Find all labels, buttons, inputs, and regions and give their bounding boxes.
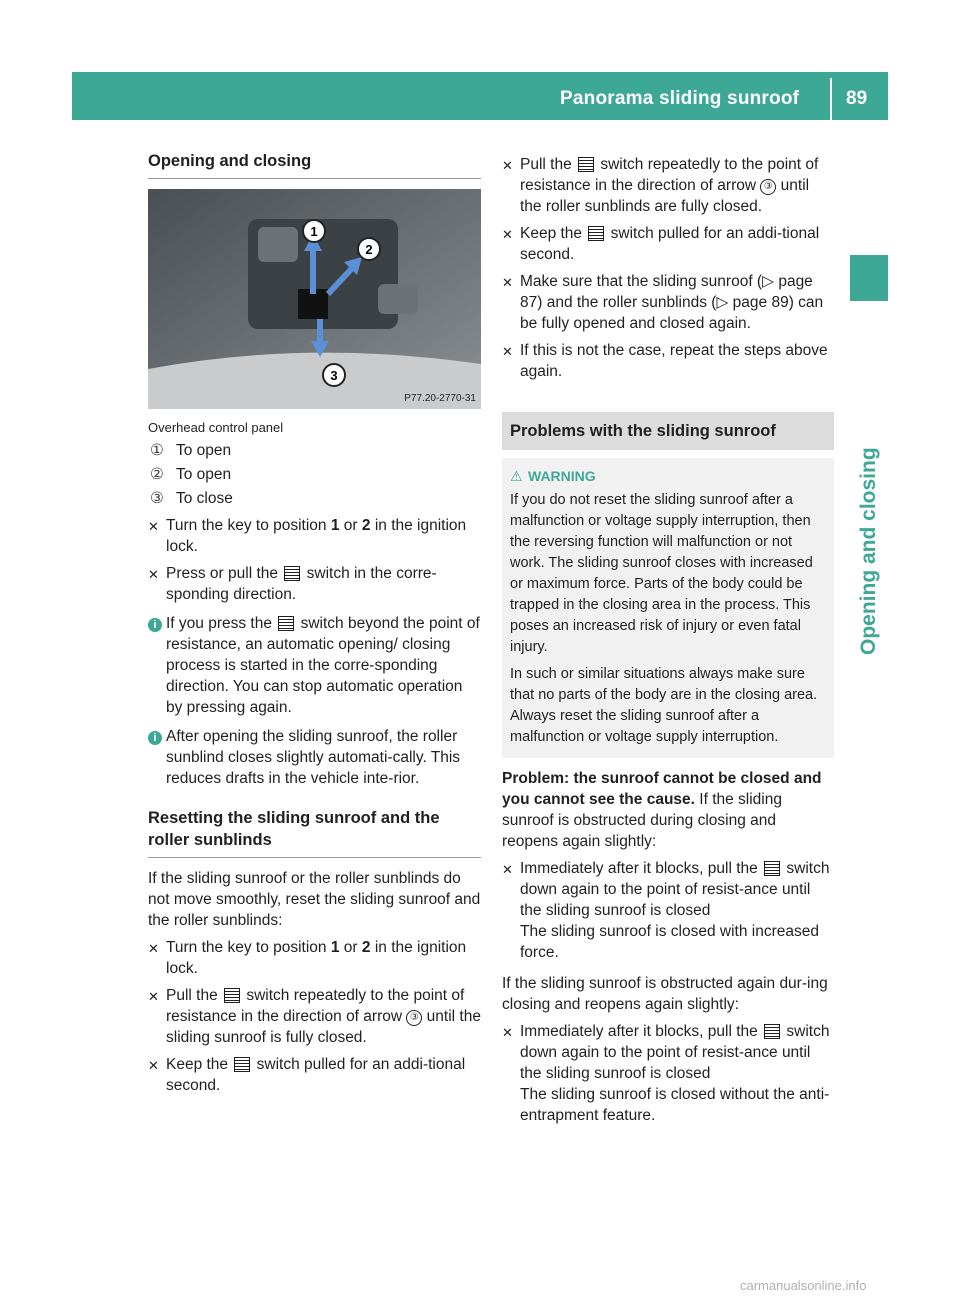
switch-icon xyxy=(578,157,594,172)
step-marker-icon: ✕ xyxy=(502,227,513,242)
info-note: i After opening the sliding sunroof, the roller sunblind closes slightly automati-cally. This reduces drafts in the vehicle inte-rior. xyxy=(148,726,481,789)
section-heading-reset: Resetting the sliding sunroof and the roller sunblinds xyxy=(148,809,440,849)
legend-item xyxy=(148,488,481,509)
warning-triangle-icon: ⚠ xyxy=(510,468,523,484)
watermark: carmanualsonline.info xyxy=(740,1278,867,1293)
problem-paragraph: If the sliding sunroof is obstructed again dur-ing closing and reopens again slightly: xyxy=(502,975,828,1013)
instruction-step: ✕ Pull the switch repeatedly to the point of resistance in the direction of arrow ③ until the roller sunblinds are fully closed. xyxy=(502,156,819,215)
info-icon: i xyxy=(148,731,162,745)
warning-text: If you do not reset the sliding sunroof after a malfunction or voltage supply interruption, then the reversing function will malfunction or not work. The sliding sunroof closes with increased or maximum force. Parts of the body could be trapped in the closing area in the process. This poses an increased risk of injury or even fatal injury. xyxy=(510,492,813,655)
callout-2: 2 xyxy=(365,242,373,257)
instruction-step: ✕ Turn the key to position 1 or 2 in the ignition lock. xyxy=(148,939,467,977)
legend-number: ① xyxy=(150,442,164,459)
step-marker-icon: ✕ xyxy=(148,941,159,956)
instruction-step: ✕ Keep the switch pulled for an addi-tional second. xyxy=(148,1056,466,1094)
instruction-step: ✕ Make sure that the sliding sunroof (▷ page 87) and the roller sunblinds (▷ page 89) can be fully opened and closed again. xyxy=(502,273,824,332)
right-column xyxy=(502,150,834,1126)
legend-text: To close xyxy=(176,490,233,507)
legend-text: To open xyxy=(176,442,232,459)
step-marker-icon: ✕ xyxy=(148,567,159,582)
page-number: 89 xyxy=(846,88,868,109)
step-marker-icon: ✕ xyxy=(148,1058,159,1073)
switch-icon xyxy=(588,226,604,241)
problems-heading: Problems with the sliding sunroof xyxy=(502,412,834,450)
legend-number: ③ xyxy=(150,490,164,507)
switch-icon xyxy=(234,1057,250,1072)
step-marker-icon: ✕ xyxy=(148,989,159,1004)
switch-icon xyxy=(278,616,294,631)
instruction-step: ✕ Keep the switch pulled for an addi-tional second. xyxy=(502,225,820,263)
overhead-panel-photo xyxy=(148,189,481,409)
legend-text: To open xyxy=(176,466,232,483)
header-separator xyxy=(830,78,832,120)
step-marker-icon: ✕ xyxy=(502,862,513,877)
switch-icon xyxy=(284,566,300,581)
switch-icon xyxy=(764,1024,780,1039)
legend-item xyxy=(148,440,481,461)
step-marker-icon: ✕ xyxy=(502,158,513,173)
figure-code: P77.20-2770-31 xyxy=(404,393,476,404)
switch-icon xyxy=(224,988,240,1003)
warning-title: ⚠ WARNING xyxy=(510,466,826,487)
instruction-step: ✕ Immediately after it blocks, pull the switch down again to the point of resist-ance until the sliding sunroof is closed The sliding sunroof is closed without the anti-entrapment feature. xyxy=(502,1023,830,1124)
instruction-step: ✕ Turn the key to position 1 or 2 in the ignition lock. xyxy=(148,517,467,555)
instruction-step: ✕ Immediately after it blocks, pull the switch down again to the point of resist-ance until the sliding sunroof is closed The sliding sunroof is closed with increased force. xyxy=(502,860,830,961)
instruction-step: ✕ If this is not the case, repeat the steps above again. xyxy=(502,342,828,380)
warning-text: In such or similar situations always make sure that no parts of the body are in the closing area. Always reset the sliding sunroof after a malfunction or voltage supply interruption. xyxy=(510,666,818,745)
section-heading: Opening and closing xyxy=(148,152,312,170)
instruction-step: ✕ Press or pull the switch in the corre-sponding direction. xyxy=(148,565,437,603)
header-title: Panorama sliding sunroof xyxy=(560,88,800,109)
info-note: i If you press the switch beyond the point of resistance, an automatic opening/ closing process is started in the corre-sponding direction. You can stop automatic operation by pressing again. xyxy=(148,613,481,718)
callout-1: 1 xyxy=(310,224,318,239)
instruction-step: ✕ Pull the switch repeatedly to the point of resistance in the direction of arrow ③ until the sliding sunroof is fully closed. xyxy=(148,987,481,1046)
photo-illustration xyxy=(148,189,481,409)
callout-3: 3 xyxy=(330,368,338,383)
step-marker-icon: ✕ xyxy=(502,275,513,290)
info-icon: i xyxy=(148,618,162,632)
side-tab-marker xyxy=(850,255,888,301)
legend-item xyxy=(148,464,481,485)
problem-paragraph: Problem: the sunroof cannot be closed and you cannot see the cause. If the sliding sunroof is obstructed during closing and reopens again slightly: xyxy=(502,770,822,850)
side-tab-label: Opening and closing xyxy=(857,447,880,655)
left-column xyxy=(148,150,481,1096)
switch-icon xyxy=(764,861,780,876)
reset-intro: If the sliding sunroof or the roller sunblinds do not move smoothly, reset the sliding sunroof and the roller sunblinds: xyxy=(148,870,481,929)
step-marker-icon: ✕ xyxy=(502,344,513,359)
figure-caption: Overhead control panel xyxy=(148,420,284,435)
step-marker-icon: ✕ xyxy=(502,1025,513,1040)
legend-number: ② xyxy=(150,466,164,483)
warning-box xyxy=(502,458,834,758)
divider xyxy=(148,857,481,858)
step-marker-icon: ✕ xyxy=(148,519,159,534)
divider xyxy=(148,178,481,179)
